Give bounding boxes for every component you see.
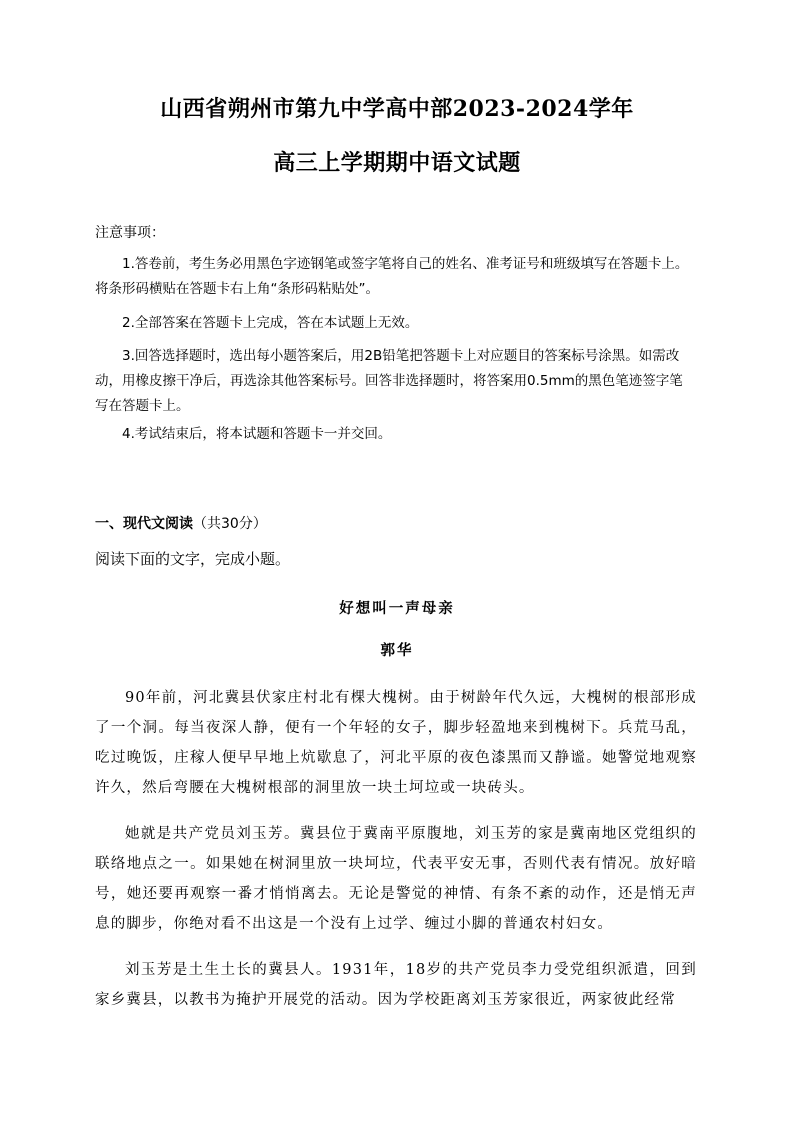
article-author: 郭华: [380, 642, 414, 659]
article-paragraph-2: 她就是共产党员刘玉芳。冀县位于冀南平原腹地，刘玉芳的家是冀南地区党组织的联络地点之一。如果她在树洞里放一块坷垃，代表平安无事，否则代表有情况。放好暗号，她还要再观察一番才悄悄离去。无论是警觉的神情、有条不紊的动作，还是悄无声息的脚步，你绝对看不出这是一个没有上过学、缠过小脚的普通农村妇女。: [95, 826, 697, 932]
notice-item-3: 3.回答选择题时，选出每小题答案后，用2B铅笔把答题卡上对应题目的答案标号涂黑。如需改动，用橡皮擦干净后，再选涂其他答案标号。回答非选择题时，将答案用0.5mm的黑色笔迹签字笔写在答题卡上。: [95, 348, 683, 414]
notice-item-4: 4.考试结束后，将本试题和答题卡一并交回。: [122, 426, 392, 442]
document-subtitle: 高三上学期期中语文试题: [273, 150, 521, 176]
notice-item-1: 1.答卷前，考生务必用黑色字迹钢笔或签字笔将自己的姓名、准考证号和班级填写在答题卡上。将条形码横贴在答题卡右上角“条形码粘贴处”。: [95, 256, 689, 297]
section-heading-text: 一、现代文阅读: [95, 516, 193, 532]
document-title: 山西省朔州市第九中学高中部2023-2024学年: [160, 96, 634, 122]
section-instruction: 阅读下面的文字，完成小题。: [95, 550, 291, 568]
section-heading: [95, 513, 267, 533]
article-title: 好想叫一声母亲: [339, 600, 455, 617]
section-score: （共30分）: [193, 516, 267, 532]
article-paragraph-1: 90年前，河北冀县伏家庄村北有棵大槐树。由于树龄年代久远，大槐树的根部形成了一个洞。每当夜深人静，便有一个年轻的女子，脚步轻盈地来到槐树下。兵荒马乱，吃过晚饭，庄稼人便早早地上炕歇息了，河北平原的夜色漆黑而又静谧。她警觉地观察许久，然后弯腰在大槐树根部的洞里放一块土坷垃或一块砖头。: [95, 690, 697, 796]
article-paragraph-3: 刘玉芳是土生土长的冀县人。1931年，18岁的共产党员李力受党组织派遣，回到家乡冀县，以教书为掩护开展党的活动。因为学校距离刘玉芳家很近，两家彼此经常: [95, 962, 697, 1008]
notice-item-2: 2.全部答案在答题卡上完成，答在本试题上无效。: [122, 315, 419, 331]
notice-heading: 注意事项：: [95, 225, 165, 241]
